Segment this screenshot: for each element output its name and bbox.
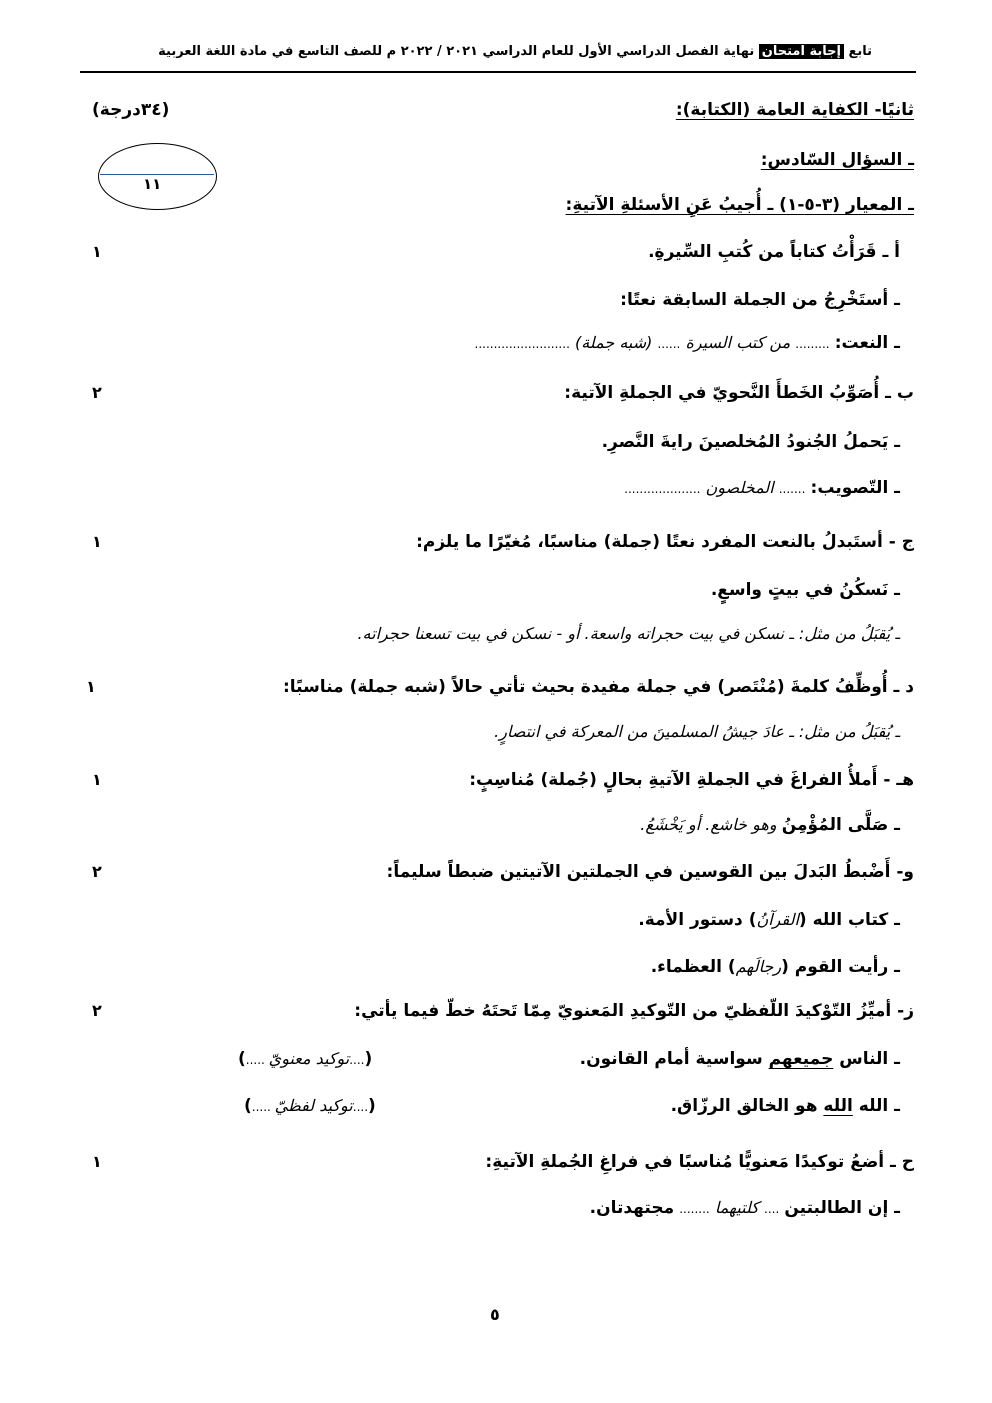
item-g-s1-answer: توكيد معنويّ [268, 1049, 350, 1068]
item-g-s2-answer: توكيد لفظيّ [274, 1096, 353, 1115]
item-d-answer: ـ يُقبَلُ من مثل: ـ عادَ جيشُ المسلمينَ من المعركة في انتصارٍ. [494, 722, 900, 741]
item-b-answer: المخلصون [705, 478, 774, 497]
page-number: ٥ [490, 1305, 500, 1324]
item-b-answer-line: ـ التّصويب: ....... المخلصون .................... [624, 478, 900, 498]
item-f-s1-answer: القرآنُ [756, 910, 799, 929]
item-f-s1-start: ـ كتاب الله ( [798, 910, 900, 930]
item-f-sentence-1 [638, 910, 900, 930]
item-b-answer-label: ـ التّصويب: [810, 478, 900, 498]
item-a-mark: ١ [92, 242, 102, 261]
page-header [158, 44, 872, 59]
item-a-task: ـ أستَخْرِجُ من الجملة السابقة نعتًا: [620, 290, 900, 310]
question-label: ـ السؤال السّادس: [760, 150, 914, 170]
item-a-answer-note: (شبه جملة) [574, 333, 653, 352]
item-c-sentence: ـ نَسكُنُ في بيتٍ واسعٍ. [710, 580, 900, 600]
item-f-s1-end: ) دستور الأمة. [638, 910, 757, 930]
item-b-sentence: ـ يَحملُ الجُنودُ المُخلصينَ رايةَ النَّصرِ. [601, 432, 900, 452]
item-b-text: ب ـ أُصَوِّبُ الخَطأَ النَّحويّ في الجملةِ الآتية: [564, 383, 914, 403]
item-g-sentence-2 [671, 1096, 900, 1116]
item-c-answer: ـ يُقبَلُ من مثل: ـ نسكن في بيت حجراته واسعة. أو - نسكن في بيت تسعنا حجراته. [357, 624, 900, 643]
item-a-answer: من كتب السيرة [685, 333, 791, 352]
question-criterion: ـ المعيار (٣-٥-١) ـ أُجيبُ عَنِ الأسئلةِ الآتيةِ: [565, 195, 914, 215]
item-e-answer: وهو خاشع. أو يَخْشَعُ. [640, 815, 777, 834]
item-d-text: د ـ أُوظِّفُ كلمةَ (مُنْتَصر) في جملة مفيدة بحيث تأتي حالاً (شبه جملة) مناسبًا: [282, 677, 914, 697]
item-a-text: أ ـ قَرَأْتُ كتاباً من كُتبِ السِّيرةِ. [648, 242, 900, 262]
item-f-sentence-2 [651, 957, 900, 977]
item-f-mark: ٢ [92, 862, 102, 881]
item-f-s2-answer: رجالَهم [735, 957, 782, 976]
item-f-s2-start: ـ رأيت القوم ( [781, 957, 900, 977]
header-rule [80, 71, 916, 73]
item-f-text: و- أَضْبطُ البَدلَ بين القوسين في الجملتين الآتيتين ضبطاً سليماً: [386, 862, 914, 882]
header-prefix: تابع [848, 44, 872, 59]
item-d-mark: ١ [86, 677, 96, 696]
item-a-answer-label: ـ النعت: [834, 333, 900, 353]
item-g-sentence-1 [580, 1049, 900, 1069]
item-h-sentence-pre: ـ إن الطالبتين [784, 1198, 900, 1218]
item-g-s2-post: هو الخالق الرزّاق. [670, 1096, 818, 1116]
item-g-answer-1: (....توكيد معنويّ .....) [238, 1049, 373, 1069]
item-c-text: ج - أستَبدلُ بالنعت المفرد نعتًا (جملة) مناسبًا، مُغيّرًا ما يلزم: [416, 532, 914, 552]
item-f-s2-end: ) العظماء. [650, 957, 736, 977]
score-value: ١١ [143, 175, 162, 193]
item-g-mark: ٢ [92, 1001, 102, 1020]
item-g-s2-underlined: الله [823, 1096, 853, 1116]
item-g-answer-2: (....توكيد لفظيّ .....) [244, 1096, 376, 1116]
item-h-sentence-post: مجتهدتان. [589, 1198, 675, 1218]
item-g-s1-underlined: جميعهم [768, 1049, 834, 1069]
item-g-s1-pre: ـ الناس [839, 1049, 900, 1069]
item-h-text: ح ـ أضعُ توكيدًا مَعنويًّا مُناسبًا في فراغِ الجُملةِ الآتيةِ: [485, 1152, 914, 1172]
item-c-mark: ١ [92, 532, 102, 551]
item-a-answer-line: ـ النعت: ......... من كتب السيرة ...... (شبه جملة) ......................... [474, 333, 900, 353]
item-h-mark: ١ [92, 1152, 102, 1171]
item-h-answer: كلتيهما [714, 1198, 759, 1217]
header-highlight: إجابة امتحان [759, 44, 844, 59]
header-rest: نهاية الفصل الدراسي الأول للعام الدراسي ٢٠٢١ / ٢٠٢٢ م للصف التاسع في مادة اللغة العربية [158, 44, 755, 59]
item-e-sentence: ـ صَلَّى المُؤْمِنُ [781, 815, 900, 835]
section-title: ثانيًا- الكفاية العامة (الكتابة): [675, 100, 914, 120]
item-g-text: ز- أميِّزُ التّوْكيدَ اللّفظيّ من التّوكيدِ المَعنويّ مِمّا تَحتَهُ خطّ فيما يأتي: [354, 1001, 914, 1021]
item-e-mark: ١ [92, 770, 102, 789]
section-degree: (٣٤درجة) [92, 100, 170, 120]
item-g-s2-pre: ـ الله [858, 1096, 900, 1116]
item-h-line: ـ إن الطالبتين .... كلتيهما ........ مجتهدتان. [589, 1198, 900, 1218]
item-e-line [640, 815, 900, 835]
item-b-mark: ٢ [92, 383, 102, 402]
item-e-text: هـ - أَملأُ الفراغَ في الجملةِ الآتيةِ بحالٍ (جُملة) مُناسِبٍ: [469, 770, 914, 790]
item-g-s1-post: سواسية أمام القانون. [579, 1049, 763, 1069]
